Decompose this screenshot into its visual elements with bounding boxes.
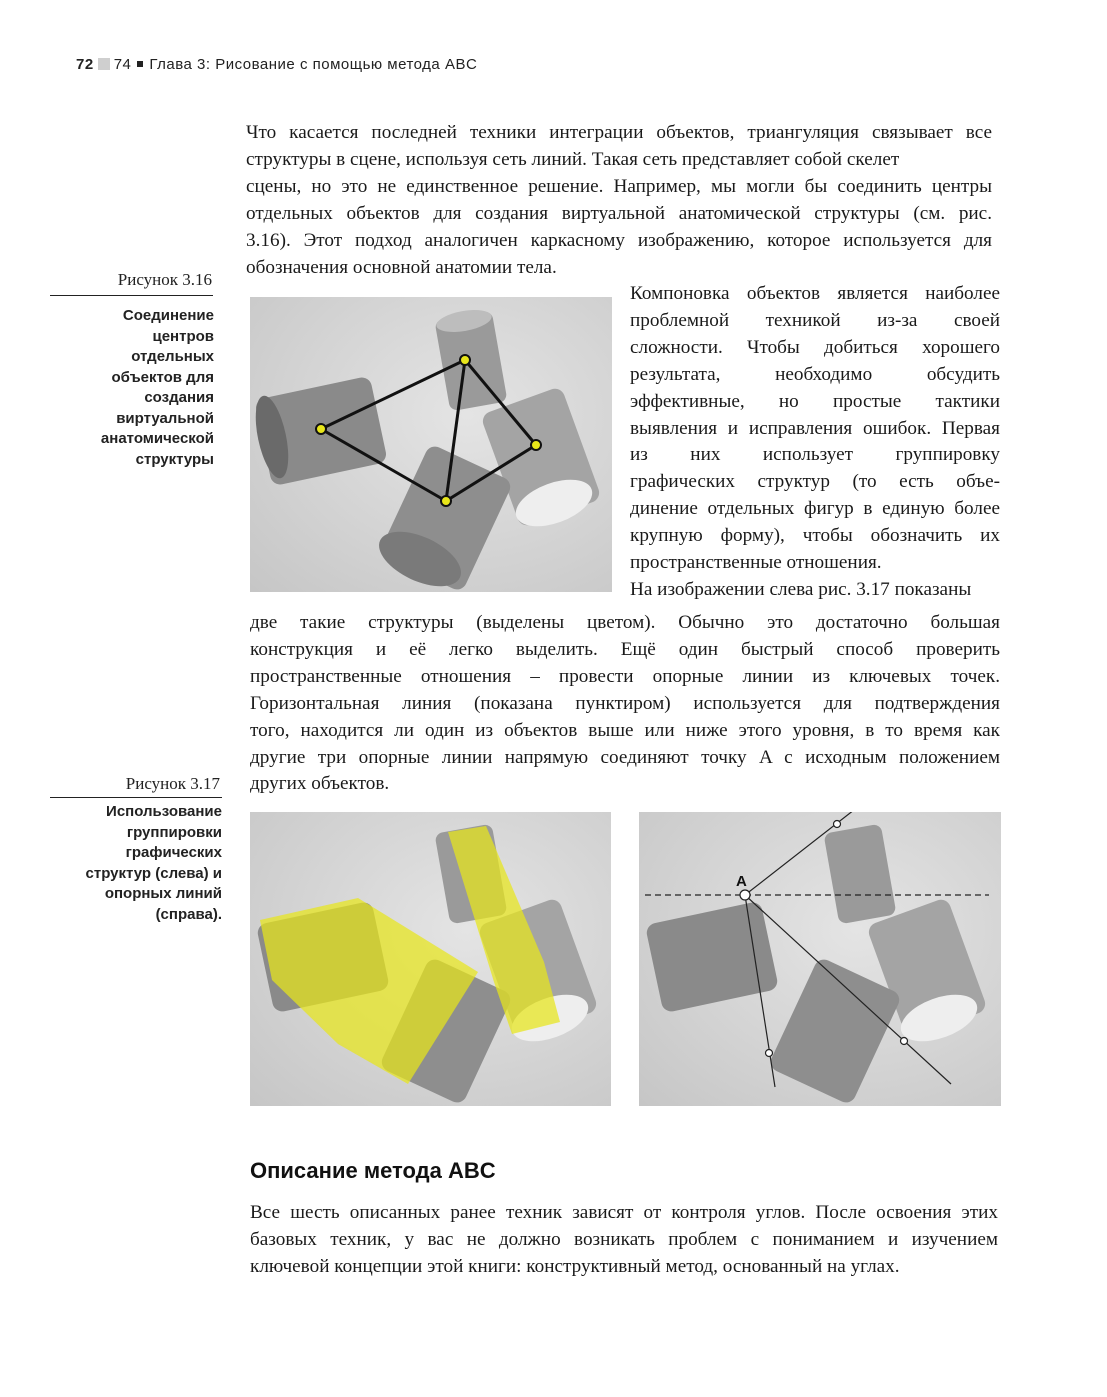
chapter-number: 74 xyxy=(113,56,132,73)
center-point xyxy=(441,496,451,506)
text-line: пространственные отношения – провести опорные линии из ключевых точек. xyxy=(250,665,1000,687)
guide-point xyxy=(901,1038,908,1045)
caption-line: отдельных xyxy=(131,348,214,365)
text-line: сцены, но это не единственное решение. Например, мы могли бы соединить центры xyxy=(246,175,992,197)
text-line: другие три опорные линии напрямую соединяют точку A с исходным положением xyxy=(250,746,1000,768)
center-point xyxy=(460,355,470,365)
caption-line: графических xyxy=(125,844,222,861)
chapter-title: Глава 3: Рисование с помощью метода ABC xyxy=(149,56,478,73)
figure-317-right-image xyxy=(639,812,1001,1106)
text-line: Горизонтальная линия (показана пунктиром) используется для подтверждения xyxy=(250,692,1000,714)
text-line: крупную форму), чтобы обозначить их xyxy=(630,525,1000,547)
text-line: базовых техник, у вас не должно возникать проблем с пониманием и изучением xyxy=(250,1228,998,1250)
page-number: 72 xyxy=(76,56,94,73)
figure-317-rule xyxy=(50,797,222,798)
caption-line: Соединение xyxy=(122,307,214,324)
caption-line: анатомической xyxy=(100,430,214,447)
caption-line: центров xyxy=(152,327,214,345)
section-heading: Описание метода ABC xyxy=(250,1158,496,1183)
figure-316-rule xyxy=(50,295,213,296)
caption-line: структуры xyxy=(135,450,214,468)
text-line: пространственные отношения. xyxy=(630,552,882,574)
text-line: выявления и исправления ошибок. Первая xyxy=(630,417,1000,439)
paragraph-1 xyxy=(246,120,992,281)
caption-line: опорных линий xyxy=(104,885,222,902)
caption-line: объектов для xyxy=(111,368,214,386)
caption-line: структур (слева) и xyxy=(85,864,222,882)
text-line: других объектов. xyxy=(250,773,390,795)
caption-line: Использование xyxy=(106,803,222,820)
text-line: конструкция и её легко выделить. Ещё один быстрый способ проверить xyxy=(250,638,1000,660)
text-line: сложности. Чтобы добиться хорошего xyxy=(630,336,1000,358)
paragraph-2-full xyxy=(250,610,1000,798)
text-line: из них использует группировку xyxy=(630,444,1000,466)
figure-317-left-image xyxy=(250,812,611,1106)
text-line: результата, необходимо обсудить xyxy=(630,363,1000,385)
text-line: обозначения основной анатомии тела. xyxy=(246,256,557,278)
text-line: проблемной техникой из-за своей xyxy=(630,309,1000,331)
figure-316-image xyxy=(250,297,612,592)
text-line: ключевой концепции этой книги: конструктивный метод, основанный на углах. xyxy=(250,1255,900,1277)
center-point xyxy=(531,440,541,450)
point-a-marker xyxy=(740,890,750,900)
text-line: На изображении слева рис. 3.17 показаны xyxy=(630,578,972,600)
caption-line: группировки xyxy=(126,823,222,841)
text-line: графических структур (то есть объе- xyxy=(630,471,1000,493)
text-line: 3.16). Этот подход аналогичен каркасному изображению, которое используется для xyxy=(246,229,992,251)
figure-316-caption xyxy=(50,306,214,470)
center-point xyxy=(316,424,326,434)
figure-317-label: Рисунок 3.17 xyxy=(125,774,220,793)
header-bullet-icon xyxy=(137,61,143,67)
section-paragraph xyxy=(250,1200,998,1281)
text-line: динение отдельных фигур в единую более xyxy=(630,498,1000,520)
guide-point xyxy=(834,821,841,828)
text-line: Что касается последней техники интеграции объектов, триангуляция связывает все xyxy=(246,122,992,143)
figure-317-caption xyxy=(50,802,222,925)
point-a-label: A xyxy=(736,873,747,890)
text-line: две такие структуры (выделены цветом). Обычно это достаточно большая xyxy=(250,612,1000,633)
text-line: структуры в сцене, используя сеть линий. Такая сеть представляет собой скелет xyxy=(246,148,900,170)
caption-line: виртуальной xyxy=(116,409,214,427)
text-line: Все шесть описанных ранее техник зависят от контроля углов. После освоения этих xyxy=(250,1202,998,1223)
text-line: отдельных объектов для создания виртуальной анатомической структуры (см. рис. xyxy=(246,202,992,224)
text-line: того, находится ли один из объектов выше или ниже этого уровня, в то время как xyxy=(250,719,1000,741)
guide-point xyxy=(766,1050,773,1057)
paragraph-2-side xyxy=(630,281,1000,604)
text-line: эффективные, но простые тактики xyxy=(630,390,1000,412)
caption-line: (справа). xyxy=(155,905,222,923)
caption-line: создания xyxy=(144,389,214,406)
running-header xyxy=(76,56,477,73)
figure-316-label: Рисунок 3.16 xyxy=(117,270,212,289)
header-square-icon xyxy=(98,58,110,70)
text-line: Компоновка объектов является наиболее xyxy=(630,283,1000,304)
